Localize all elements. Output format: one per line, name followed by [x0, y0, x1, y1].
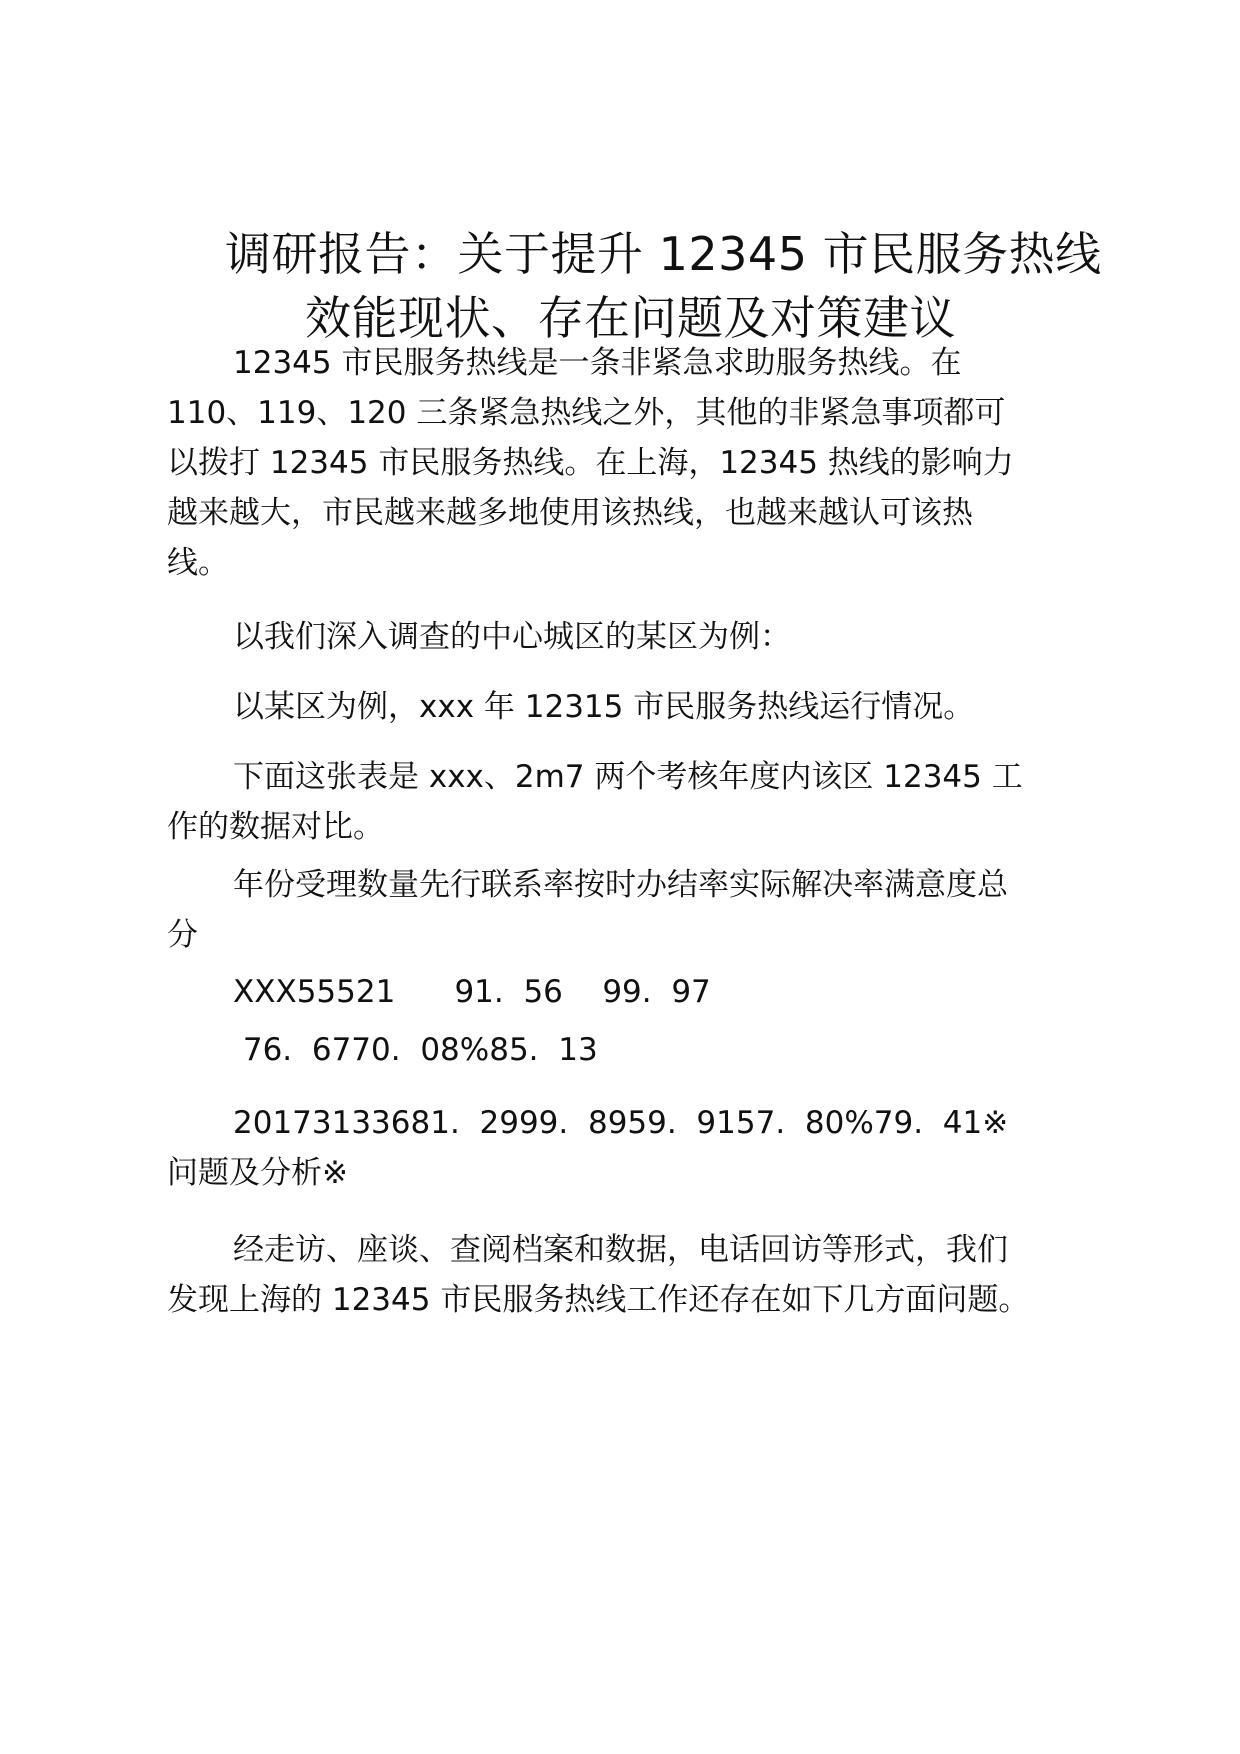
paragraph-line: 20173133681. 2999. 8959. 9157. 80%79. 41※ — [233, 1105, 1009, 1141]
paragraph-intro — [167, 338, 1077, 588]
paragraph-line: 110、119、120 三条紧急热线之外，其他的非紧急事项都可 — [167, 395, 1006, 431]
table-row-1 — [167, 967, 1077, 1017]
paragraph-line: 经走访、座谈、查阅档案和数据，电话回访等形式，我们 — [233, 1232, 1008, 1268]
document-title — [0, 222, 1240, 350]
paragraph-example — [167, 612, 1077, 662]
paragraph-line: 76. 6770. 08%85. 13 — [233, 1032, 598, 1068]
paragraph-line: 以我们深入调查的中心城区的某区为例： — [233, 619, 791, 655]
title-line-2: 效能现状、存在问题及对策建议 — [305, 291, 956, 345]
table-row-2 — [167, 1098, 1077, 1198]
paragraph-line: 线。 — [167, 545, 229, 581]
paragraph-line: 越来越大，市民越来越多地使用该热线，也越来越认可该热 — [167, 495, 973, 531]
paragraph-line: 发现上海的 12345 市民服务热线工作还存在如下几方面问题。 — [167, 1282, 1030, 1318]
table-header-text — [167, 860, 1077, 960]
paragraph-line: 分 — [167, 917, 198, 953]
paragraph-line: 以某区为例，xxx 年 12315 市民服务热线运行情况。 — [233, 689, 975, 725]
paragraph-line: 年份受理数量先行联系率按时办结率实际解决率满意度总 — [233, 867, 1008, 903]
title-line-1: 调研报告：关于提升 12345 市民服务热线 — [225, 227, 1102, 281]
paragraph-line: 以拨打 12345 市民服务热线。在上海，12345 热线的影响力 — [167, 445, 1014, 481]
section-heading: 问题及分析※ — [167, 1155, 348, 1191]
paragraph-problems — [167, 1225, 1077, 1325]
paragraph-table-intro — [167, 752, 1077, 852]
paragraph-district — [167, 682, 1077, 732]
paragraph-line: 12345 市民服务热线是一条非紧急求助服务热线。在 — [233, 345, 962, 381]
table-row-1-continued — [167, 1025, 1077, 1075]
paragraph-line: 下面这张表是 xxx、2m7 两个考核年度内该区 12345 工 — [233, 759, 1023, 795]
paragraph-line: 作的数据对比。 — [167, 809, 384, 845]
paragraph-line: XXX55521 91. 56 99. 97 — [233, 974, 711, 1010]
